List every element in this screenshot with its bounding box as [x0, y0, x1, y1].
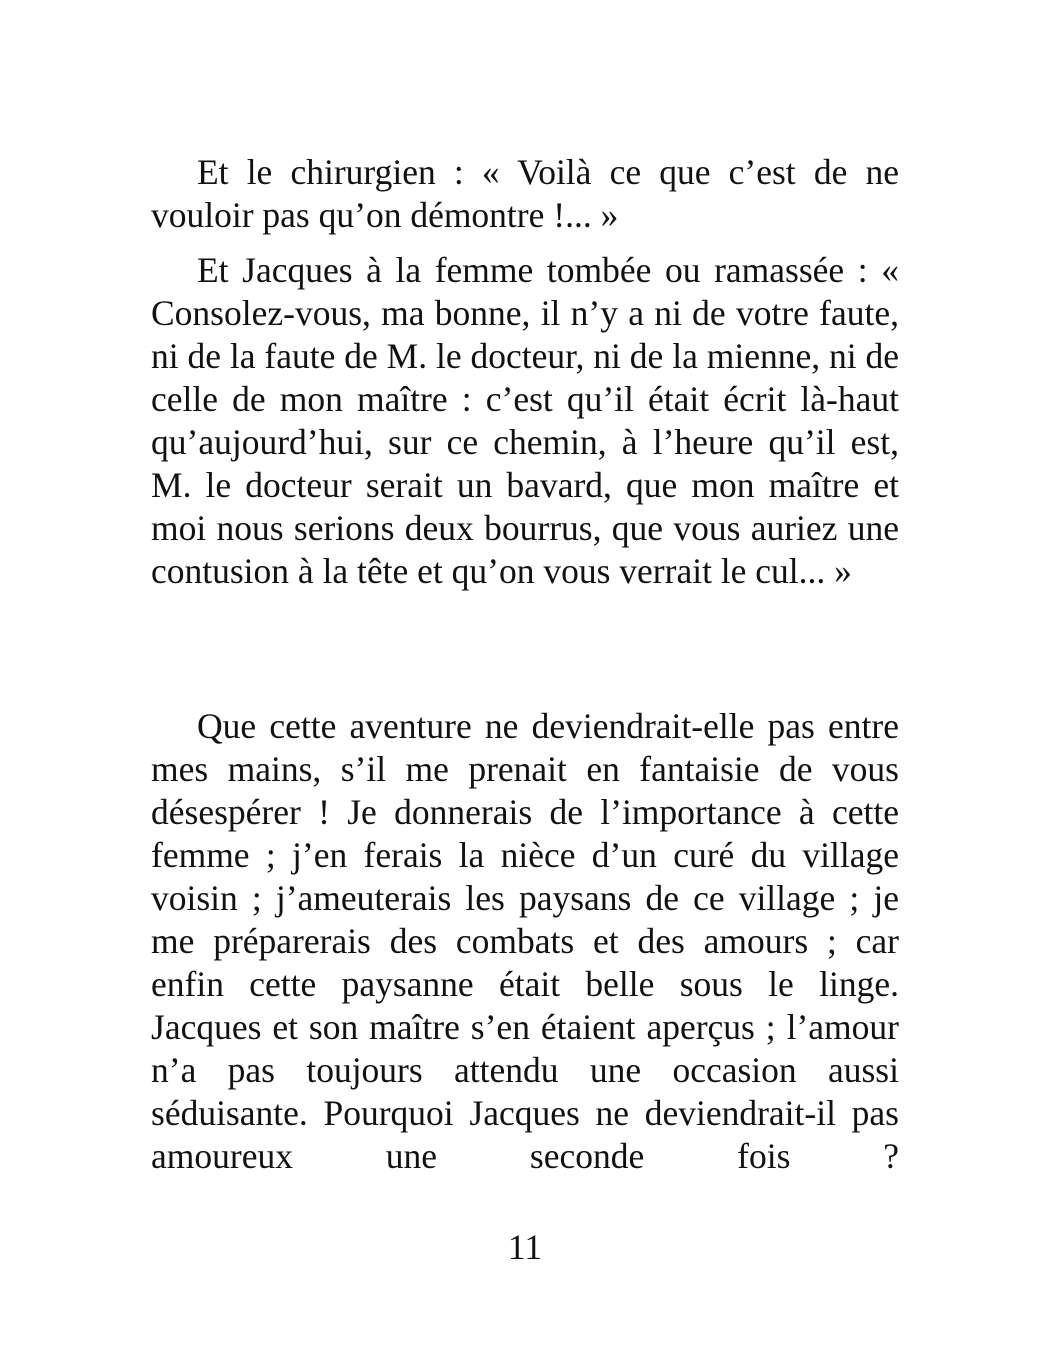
paragraph-narrator-aside: Que cette aventure ne deviendrait-elle pas entre mes mains, s’il me prenait en fantaisie de vous désespérer ! Je donnerais de l’importance à cette femme ; j’en ferais la nièce d’un curé du village voisin ; j’ameuterais les paysans de ce village ; je me préparerais des combats et des amours ; car enfin cette paysanne était belle sous le linge. Jacques et son maître s’en étaient aperçus ; l’amour n’a pas toujours attendu une occasion aussi séduisante. Pourquoi Jacques ne deviendrait-il pas amoureux une seconde fois ? [151, 706, 899, 1176]
page-number: 11 [507, 1227, 543, 1267]
paragraph-surgeon-quote: Et le chirurgien : « Voilà ce que c’est de ne vouloir pas qu’on démontre !... » [151, 152, 899, 235]
paragraph-jacques-consolation: Et Jacques à la femme tombée ou ramassée : « Consolez-vous, ma bonne, il n’y a ni de votre faute, ni de la faute de M. le docteur, ni de la mienne, ni de celle de mon maître : c’est qu’il était écrit là-haut qu’aujourd’hui, sur ce chemin, à l’heure qu’il est, M. le docteur serait un bavard, que mon maître et moi nous serions deux bourrus, que vous auriez une contusion à la tête et qu’on vous verrait le cul... » [151, 250, 899, 591]
book-page [151, 0, 899, 1350]
